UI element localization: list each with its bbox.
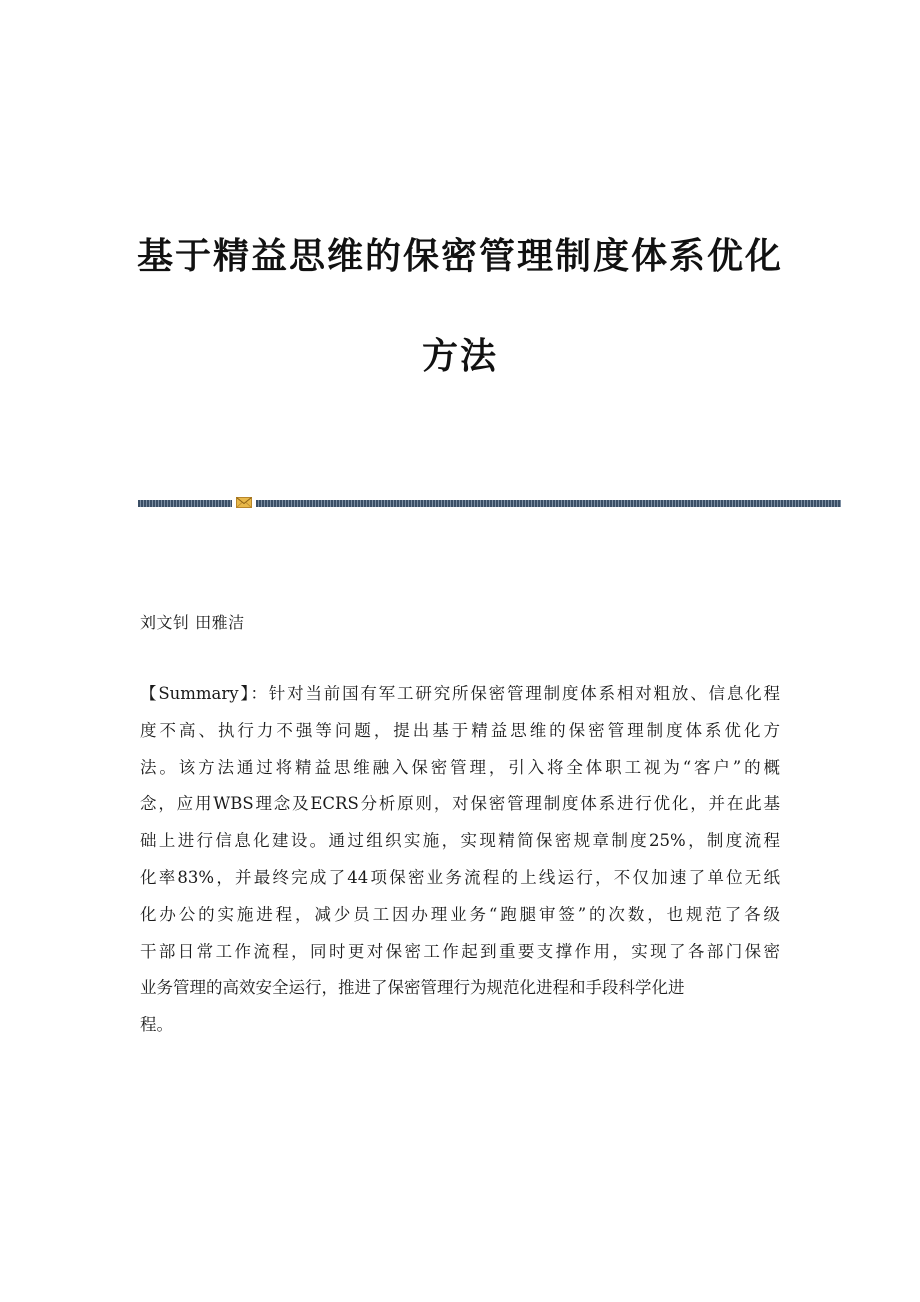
summary-line: 干部日常工作流程，同时更对保密工作起到重要支撑作用，实现了各部门保密 xyxy=(140,941,780,961)
summary-line: 业务管理的高效安全运行，推进了保密管理行为规范化进程和手段科学化进 xyxy=(140,978,685,998)
divider-bar-left xyxy=(138,500,232,507)
title-divider xyxy=(138,496,841,510)
envelope-icon xyxy=(236,496,252,509)
summary-line: 度不高、执行力不强等问题，提出基于精益思维的保密管理制度体系优化方 xyxy=(140,720,780,740)
summary-line: 化办公的实施进程，减少员工因办理业务“跑腿审签”的次数，也规范了各级 xyxy=(140,904,780,924)
divider-bar-right xyxy=(256,500,841,507)
document-title-line-2: 方法 xyxy=(421,336,498,377)
summary-line: 念，应用WBS理念及ECRS分析原则，对保密管理制度体系进行优化，并在此基 xyxy=(140,794,780,814)
document-title-line-1: 基于精益思维的保密管理制度体系优化 xyxy=(136,236,783,277)
summary-line: 础上进行信息化建设。通过组织实施，实现精简保密规章制度25%，制度流程 xyxy=(140,831,780,851)
summary-line: 程。 xyxy=(140,1015,173,1035)
summary-paragraph xyxy=(140,676,780,1044)
summary-line: 【Summary】：针对当前国有军工研究所保密管理制度体系相对粗放、信息化程 xyxy=(140,684,780,703)
summary-line: 法。该方法通过将精益思维融入保密管理，引入将全体职工视为“客户”的概 xyxy=(140,757,780,777)
summary-line: 化率83%，并最终完成了44项保密业务流程的上线运行，不仅加速了单位无纸 xyxy=(140,867,780,887)
author-names: 刘文钊 田雅洁 xyxy=(140,613,245,632)
